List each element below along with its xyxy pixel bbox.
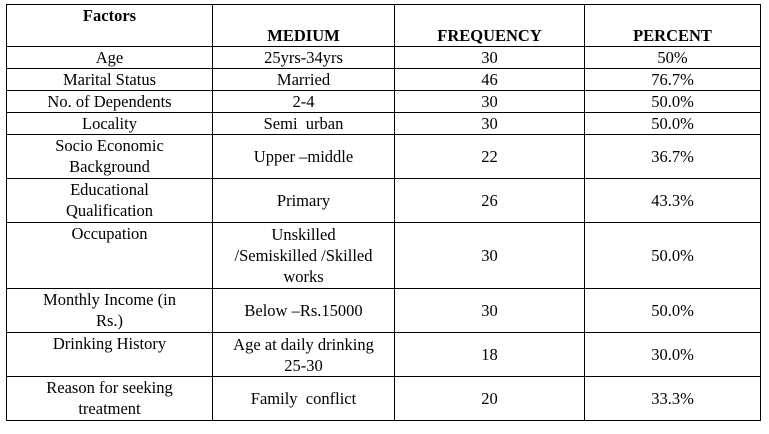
- cell-line: treatment: [78, 399, 141, 418]
- table-row: [7, 289, 761, 333]
- cell-line: 25yrs-34yrs: [264, 48, 343, 67]
- cell-line: Semi urban: [263, 114, 344, 133]
- cell-frequency: 22: [395, 135, 585, 179]
- cell-line: Age: [95, 48, 124, 67]
- cell-percent: 50.0%: [585, 113, 761, 135]
- cell-line: Educational: [70, 180, 149, 199]
- cell-line: Background: [69, 157, 150, 176]
- cell-line: Drinking History: [52, 334, 167, 353]
- cell-frequency: 26: [395, 179, 585, 223]
- table-row: [7, 333, 761, 377]
- header-frequency: FREQUENCY: [395, 5, 585, 47]
- cell-line: Married: [276, 70, 331, 89]
- cell-line: Monthly Income (in: [43, 290, 176, 309]
- cell-factor: [7, 47, 213, 69]
- cell-percent: 50.0%: [585, 91, 761, 113]
- cell-percent: 33.3%: [585, 377, 761, 421]
- table-row: [7, 179, 761, 223]
- cell-factor: [7, 289, 213, 333]
- cell-frequency: 18: [395, 333, 585, 377]
- header-medium: MEDIUM: [213, 5, 395, 47]
- header-factors: Factors: [7, 5, 213, 47]
- cell-percent: 50.0%: [585, 289, 761, 333]
- cell-frequency: 30: [395, 47, 585, 69]
- cell-medium: [213, 135, 395, 179]
- table-body: [7, 47, 761, 421]
- cell-frequency: 20: [395, 377, 585, 421]
- cell-medium: [213, 113, 395, 135]
- cell-frequency: 30: [395, 91, 585, 113]
- cell-line: Rs.): [95, 311, 124, 330]
- cell-line: /Semiskilled /Skilled: [234, 246, 373, 265]
- cell-line: Occupation: [71, 224, 148, 243]
- table-row: [7, 113, 761, 135]
- cell-medium: [213, 179, 395, 223]
- cell-medium: [213, 91, 395, 113]
- cell-factor: [7, 377, 213, 421]
- cell-line: Below –Rs.15000: [244, 301, 363, 320]
- cell-frequency: 46: [395, 69, 585, 91]
- table-row: [7, 69, 761, 91]
- cell-factor: [7, 223, 213, 289]
- cell-factor: [7, 69, 213, 91]
- cell-line: Socio Economic: [55, 136, 164, 155]
- cell-line: Age at daily drinking: [233, 334, 374, 354]
- header-row: [7, 5, 761, 47]
- table-row: [7, 377, 761, 421]
- table-row: [7, 223, 761, 289]
- cell-line: Reason for seeking: [46, 378, 173, 397]
- cell-line: Unskilled: [271, 225, 336, 244]
- cell-line: Family conflict: [250, 389, 357, 408]
- cell-percent: 50.0%: [585, 223, 761, 289]
- cell-line: works: [283, 267, 324, 286]
- cell-percent: 43.3%: [585, 179, 761, 223]
- cell-frequency: 30: [395, 289, 585, 333]
- table-row: [7, 135, 761, 179]
- header-percent: PERCENT: [585, 5, 761, 47]
- cell-factor: [7, 91, 213, 113]
- cell-line: 25-30: [284, 355, 323, 375]
- cell-factor: [7, 179, 213, 223]
- cell-percent: 30.0%: [585, 333, 761, 377]
- cell-line: Qualification: [65, 201, 154, 220]
- cell-factor: [7, 333, 213, 377]
- cell-medium: [213, 47, 395, 69]
- cell-percent: 36.7%: [585, 135, 761, 179]
- cell-frequency: 30: [395, 113, 585, 135]
- cell-percent: 76.7%: [585, 69, 761, 91]
- cell-frequency: 30: [395, 223, 585, 289]
- cell-line: Locality: [82, 114, 137, 133]
- table-container: [6, 4, 761, 421]
- table-row: [7, 47, 761, 69]
- cell-medium: [213, 223, 395, 289]
- cell-medium: [213, 69, 395, 91]
- factors-table: [6, 4, 761, 421]
- cell-medium: [213, 289, 395, 333]
- table-row: [7, 91, 761, 113]
- cell-percent: 50%: [585, 47, 761, 69]
- cell-line: No. of Dependents: [47, 92, 172, 111]
- cell-line: Primary: [276, 191, 331, 210]
- cell-line: Marital Status: [62, 70, 157, 89]
- cell-medium: [213, 377, 395, 421]
- cell-factor: [7, 135, 213, 179]
- cell-factor: [7, 113, 213, 135]
- cell-medium: [213, 333, 395, 377]
- cell-line: 2-4: [292, 92, 315, 111]
- cell-line: Upper –middle: [253, 147, 354, 166]
